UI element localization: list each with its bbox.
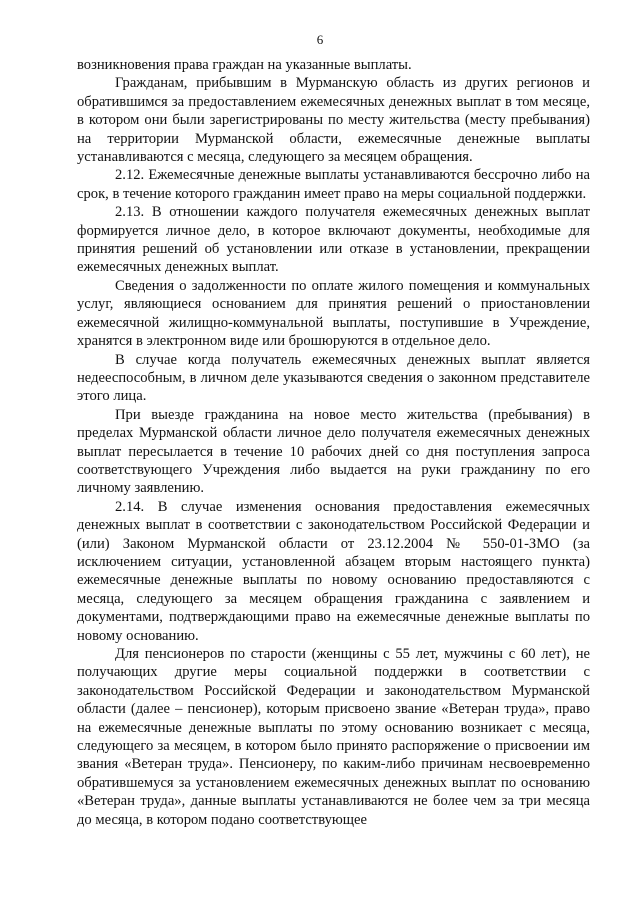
page-number: 6 (316, 32, 324, 47)
paragraph-8: 2.14. В случае изменения основания предоставления ежемесячных денежных выплат в соответствии с законодательством Российской Федерации и (или) Законом Мурманской области от 23.12.2004 № 550-01-ЗМО (за исключением ситуации, установленной абзацем вторым настоящего пункта) ежемесячные денежные выплаты по новому основанию предоставляются с месяца, следующего за месяцем обращения гражданина с заявлением и документами, подтверждающими право на ежемесячные денежные выплаты по новому основанию. (77, 498, 590, 644)
paragraph-4: 2.13. В отношении каждого получателя ежемесячных денежных выплат формируется личное дело, в которое включают документы, необходимые для принятия решений об установлении или отказе в установлении, прекращении ежемесячных денежных выплат. (77, 204, 590, 276)
paragraph-2: Гражданам, прибывшим в Мурманскую область из других регионов и обратившимся за предоставлением ежемесячных денежных выплат в том месяце, в котором они были зарегистрированы по месту жительства (месту пребывания) на территории Мурманской области, ежемесячные денежные выплаты устанавливаются с месяца, следующего за месяцем обращения. (77, 75, 590, 166)
document-body (77, 56, 590, 829)
paragraph-3: 2.12. Ежемесячные денежные выплаты устанавливаются бессрочно либо на срок, в течение которого гражданин имеет право на меры социальной поддержки. (77, 167, 590, 202)
paragraph-7: При выезде гражданина на новое место жительства (пребывания) в пределах Мурманской области личное дело получателя ежемесячных денежных выплат пересылается в течение 10 рабочих дней со дня поступления запроса соответствующего Учреждения либо выдается на руки гражданину по его личному заявлению. (77, 406, 590, 497)
paragraph-6: В случае когда получатель ежемесячных денежных выплат является недееспособным, в личном деле указываются сведения о законном представителе этого лица. (77, 351, 590, 405)
paragraph-9: Для пенсионеров по старости (женщины с 55 лет, мужчины с 60 лет), не получающих другие меры социальной поддержки в соответствии с законодательством Российской Федерации и законодательством Мурманской области (далее – пенсионер), которым присвоено звание «Ветеран труда», право на ежемесячные денежные выплаты по этому основанию возникает с месяца, следующего за месяцем, в котором было принято распоряжение о присвоении им звания «Ветеран труда». Пенсионеру, по каким-либо причинам несвоевременно обратившемуся за установлением ежемесячных денежных выплат по основанию «Ветеран труда», данные выплаты устанавливаются не более чем за три месяца до месяца, в котором подано соответствующее (77, 646, 590, 828)
paragraph-5: Сведения о задолженности по оплате жилого помещения и коммунальных услуг, являющиеся основанием для принятия решений о приостановлении ежемесячной жилищно-коммунальной выплаты, поступившие в Учреждение, хранятся в электронном виде или брошюруются в отдельное дело. (77, 277, 590, 350)
paragraph-1: возникновения права граждан на указанные выплаты. (77, 57, 412, 73)
